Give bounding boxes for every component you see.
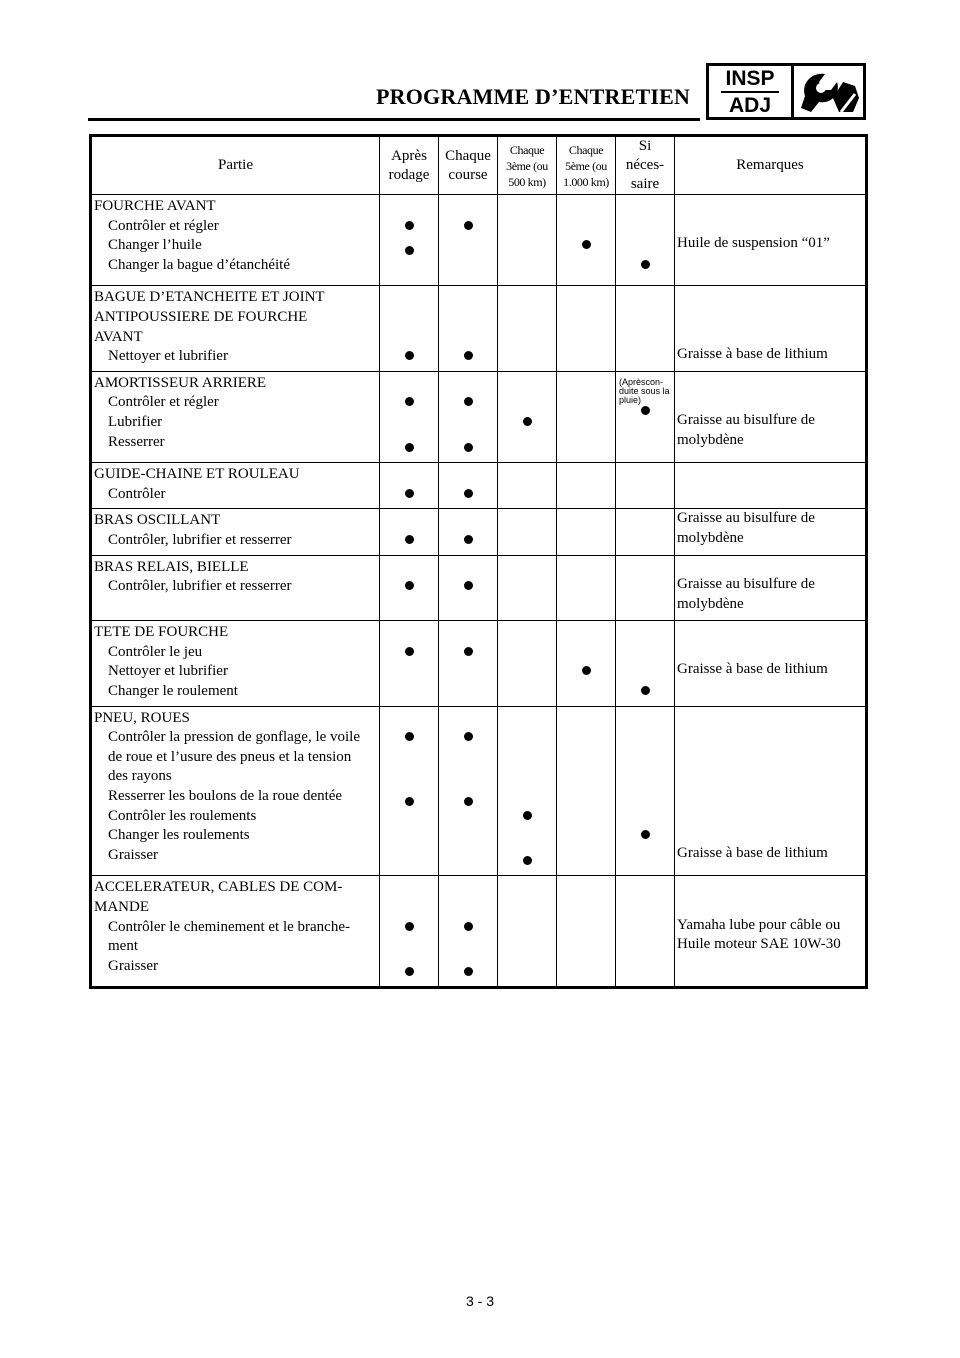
task-line: Contrôler le jeu — [108, 643, 203, 660]
section-heading: BRAS OSCILLANT — [94, 512, 221, 529]
interval-cell — [498, 509, 557, 555]
interval-cell — [498, 876, 557, 988]
interval-cell — [380, 371, 439, 462]
task-line: Nettoyer et lubrifier — [108, 348, 228, 365]
insp-adj-badge — [706, 63, 866, 120]
interval-cell — [616, 195, 675, 286]
interval-cell — [498, 371, 557, 462]
remark-line: Graisse au bisulfure de — [677, 576, 815, 593]
remarks-cell — [675, 286, 867, 371]
maintenance-dot — [641, 406, 650, 415]
remark-line — [677, 556, 863, 576]
interval-cell — [616, 463, 675, 509]
task-line: Nettoyer et lubrifier — [108, 663, 228, 680]
interval-cell — [616, 509, 675, 555]
task-line: Contrôler le cheminement et le branche- — [108, 918, 350, 935]
maintenance-dot — [405, 967, 414, 976]
task-line: de roue et l’usure des pneus et la tension — [108, 748, 352, 765]
col-header-part: Partie — [91, 136, 380, 195]
interval-cell — [380, 555, 439, 621]
task-line: Resserrer les boulons de la roue dentée — [108, 788, 343, 805]
table-row — [91, 621, 867, 706]
col-header-remarks: Remarques — [675, 136, 867, 195]
part-cell — [91, 876, 380, 988]
remarks-cell — [675, 876, 867, 988]
task-line: Contrôler les roulements — [108, 807, 257, 824]
task-line: Graisser — [108, 846, 158, 863]
task-line: ment — [108, 938, 138, 955]
maintenance-dot — [405, 535, 414, 544]
task-line: Contrôler, lubrifier et resserrer — [108, 531, 292, 548]
maintenance-dot — [405, 732, 414, 741]
interval-cell — [439, 555, 498, 621]
maintenance-dot — [405, 397, 414, 406]
remark-line: Graisse au bisulfure de — [677, 411, 815, 428]
maintenance-dot — [405, 489, 414, 498]
section-heading: MANDE — [94, 899, 149, 915]
part-cell — [91, 621, 380, 706]
interval-cell — [557, 509, 616, 555]
interval-cell — [498, 286, 557, 371]
maintenance-dot — [641, 686, 650, 695]
page-number: 3 - 3 — [465, 1293, 494, 1309]
remark-line — [677, 680, 863, 700]
remarks-cell — [675, 463, 867, 509]
remark-line — [677, 483, 863, 503]
remark-line — [677, 286, 863, 306]
interval-cell — [439, 706, 498, 876]
wrench-nut-icon — [794, 66, 863, 117]
interval-cell — [439, 371, 498, 462]
maintenance-dot — [464, 397, 473, 406]
task-line: Contrôler — [108, 485, 166, 502]
maintenance-dot — [464, 797, 473, 806]
remarks-cell — [675, 195, 867, 286]
remark-line — [677, 621, 863, 641]
table-row — [91, 509, 867, 555]
remark-line — [677, 785, 863, 805]
remark-line — [677, 896, 863, 916]
interval-cell — [498, 195, 557, 286]
maintenance-dot — [464, 443, 473, 452]
table-row — [91, 195, 867, 286]
maintenance-dot — [464, 922, 473, 931]
maintenance-dot — [464, 351, 473, 360]
task-line: Changer le roulement — [108, 683, 238, 700]
maintenance-dot — [405, 797, 414, 806]
section-heading: TETE DE FOURCHE — [94, 624, 229, 641]
part-cell — [91, 706, 380, 876]
task-line: Changer la bague d’étanchéité — [108, 256, 290, 273]
remark-line — [677, 641, 863, 661]
maintenance-dot — [641, 260, 650, 269]
remark-line: molybdène — [677, 431, 744, 448]
remark-line — [677, 707, 863, 727]
interval-note: (Aprèscon- duite sous la pluie) — [619, 376, 670, 405]
interval-cell — [616, 371, 675, 462]
interval-cell — [616, 876, 675, 988]
interval-cell — [380, 286, 439, 371]
maintenance-dot — [582, 666, 591, 675]
maintenance-dot — [405, 246, 414, 255]
interval-cell — [557, 876, 616, 988]
interval-cell — [439, 463, 498, 509]
part-cell — [91, 463, 380, 509]
interval-cell — [439, 621, 498, 706]
remark-line — [677, 824, 863, 844]
interval-cell — [557, 371, 616, 462]
task-line: Changer l’huile — [108, 237, 202, 254]
remarks-cell — [675, 706, 867, 876]
interval-cell — [380, 621, 439, 706]
remark-line — [677, 876, 863, 896]
interval-cell — [439, 195, 498, 286]
remark-line — [677, 391, 863, 411]
table-row — [91, 555, 867, 621]
interval-cell — [498, 706, 557, 876]
task-line: Contrôler, lubrifier et resserrer — [108, 578, 292, 595]
col-header-every-third: Chaque 3ème (ou 500 km) — [498, 136, 557, 195]
interval-cell — [616, 555, 675, 621]
table-row — [91, 286, 867, 371]
remark-line — [677, 195, 863, 215]
task-line: Changer les roulements — [108, 827, 250, 844]
task-line: Contrôler et régler — [108, 394, 219, 411]
maintenance-dot — [464, 489, 473, 498]
remark-line — [677, 765, 863, 785]
badge-bottom-text: ADJ — [728, 93, 771, 117]
table-row — [91, 706, 867, 876]
maintenance-table — [89, 134, 868, 989]
maintenance-dot — [405, 581, 414, 590]
maintenance-dot — [405, 221, 414, 230]
remark-line: Graisse à base de lithium — [677, 346, 828, 363]
maintenance-dot — [464, 221, 473, 230]
col-header-every-race: Chaque course — [439, 136, 498, 195]
remark-line — [677, 726, 863, 746]
section-heading: FOURCHE AVANT — [94, 198, 216, 214]
table-row — [91, 876, 867, 988]
task-line: Contrôler la pression de gonflage, le voile — [108, 729, 361, 746]
interval-cell — [439, 876, 498, 988]
remark-line — [677, 254, 863, 274]
task-line: Resserrer — [108, 433, 165, 450]
maintenance-dot — [523, 856, 532, 865]
task-line: des rayons — [108, 768, 172, 785]
interval-cell — [380, 509, 439, 555]
interval-cell — [557, 463, 616, 509]
interval-cell — [557, 286, 616, 371]
interval-cell — [380, 463, 439, 509]
interval-cell — [557, 621, 616, 706]
maintenance-dot — [405, 922, 414, 931]
interval-cell — [380, 706, 439, 876]
section-heading: BAGUE D’ETANCHEITE ET JOINT — [94, 289, 325, 306]
remarks-cell — [675, 621, 867, 706]
remarks-cell — [675, 555, 867, 621]
section-heading: ANTIPOUSSIERE DE FOURCHE — [94, 308, 308, 325]
remark-line — [677, 306, 863, 326]
interval-cell — [616, 621, 675, 706]
col-header-every-fifth: Chaque 5ème (ou 1.000 km) — [557, 136, 616, 195]
remark-line: molybdène — [677, 529, 744, 546]
interval-cell — [380, 876, 439, 988]
interval-cell — [498, 621, 557, 706]
maintenance-dot — [405, 647, 414, 656]
section-heading: ACCELERATEUR, CABLES DE COM- — [94, 879, 343, 896]
section-heading: AVANT — [94, 328, 143, 345]
maintenance-dot — [464, 732, 473, 741]
remark-line — [677, 746, 863, 766]
interval-cell — [380, 195, 439, 286]
interval-cell — [557, 555, 616, 621]
remarks-cell — [675, 371, 867, 462]
remark-line — [677, 463, 863, 483]
title-rule — [88, 118, 700, 121]
remark-line — [677, 215, 863, 235]
remark-line — [677, 326, 863, 346]
section-heading: PNEU, ROUES — [94, 709, 190, 726]
task-line: Lubrifier — [108, 413, 163, 430]
maintenance-dot — [582, 240, 591, 249]
section-heading: AMORTISSEUR ARRIERE — [94, 374, 267, 391]
table-row — [91, 463, 867, 509]
part-cell — [91, 509, 380, 555]
maintenance-dot — [464, 535, 473, 544]
table-row — [91, 371, 867, 462]
remark-line: molybdène — [677, 595, 744, 612]
part-cell — [91, 195, 380, 286]
maintenance-dot — [464, 581, 473, 590]
maintenance-dot — [523, 417, 532, 426]
part-cell — [91, 286, 380, 371]
col-header-if-necessary: Si néces- saire — [616, 136, 675, 195]
maintenance-dot — [641, 830, 650, 839]
interval-cell — [616, 286, 675, 371]
remark-line: Yamaha lube pour câble ou — [677, 916, 841, 933]
remark-line — [677, 955, 863, 975]
badge-top-text: INSP — [725, 66, 775, 90]
maintenance-dot — [405, 443, 414, 452]
col-header-after-break-in: Après rodage — [380, 136, 439, 195]
part-cell — [91, 371, 380, 462]
part-cell — [91, 555, 380, 621]
page-title: PROGRAMME D’ENTRETIEN — [376, 84, 691, 109]
interval-cell — [616, 706, 675, 876]
interval-cell — [439, 509, 498, 555]
task-line: Graisser — [108, 957, 158, 974]
remark-line: Graisse au bisulfure de — [677, 510, 815, 527]
task-line: Contrôler et régler — [108, 217, 219, 234]
interval-cell — [498, 555, 557, 621]
maintenance-dot — [405, 351, 414, 360]
interval-cell — [439, 286, 498, 371]
badge-label — [709, 66, 794, 117]
remark-line: Huile de suspension “01” — [677, 235, 830, 252]
section-heading: BRAS RELAIS, BIELLE — [94, 558, 249, 575]
maintenance-dot — [523, 811, 532, 820]
interval-cell — [557, 195, 616, 286]
table-header-row — [91, 136, 867, 195]
remarks-cell — [675, 509, 867, 555]
remark-line: Huile moteur SAE 10W-30 — [677, 936, 841, 953]
interval-cell — [557, 706, 616, 876]
remark-line — [677, 372, 863, 392]
remark-line — [677, 805, 863, 825]
maintenance-dot — [464, 647, 473, 656]
interval-cell — [498, 463, 557, 509]
remark-line: Graisse à base de lithium — [677, 844, 828, 861]
maintenance-dot — [464, 967, 473, 976]
remark-line: Graisse à base de lithium — [677, 661, 828, 678]
section-heading: GUIDE-CHAINE ET ROULEAU — [94, 466, 300, 483]
